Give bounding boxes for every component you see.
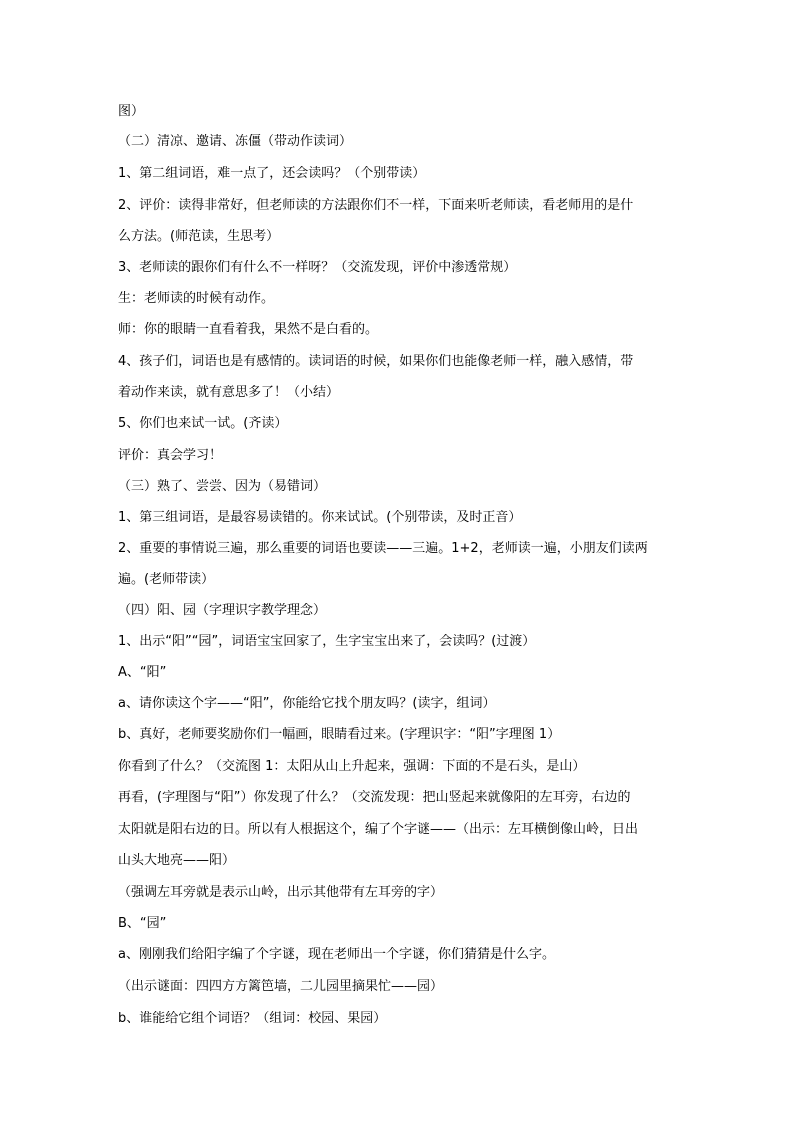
text-line: （强调左耳旁就是表示山岭，出示其他带有左耳旁的字） (118, 885, 444, 900)
text-line: 你看到了什么？（交流图 1：太阳从山上升起来，强调：下面的不是石头，是山） (118, 759, 586, 774)
text-line: （出示谜面：四四方方篱笆墙，二儿园里摘果忙——园） (118, 979, 444, 994)
text-line: a、请你读这个字——“阳”，你能给它找个朋友吗？(读字，组词） (118, 696, 496, 711)
text-line: 生：老师读的时候有动作。 (118, 291, 275, 306)
text-line: 1、第二组词语，难一点了，还会读吗？（个别带读） (118, 166, 426, 181)
text-line: 5、你们也来试一试。(齐读） (118, 416, 288, 431)
text-line: 2、重要的事情说三遍，那么重要的词语也要读——三遍。1+2，老师读一遍，小朋友们读两 (118, 541, 648, 556)
text-line: b、谁能给它组个词语？（组词：校园、果园） (118, 1011, 387, 1026)
text-line: 着动作来读，就有意思多了！（小结） (118, 385, 340, 400)
text-line: 师：你的眼睛一直看着我，果然不是白看的。 (118, 322, 379, 337)
text-line: 1、第三组词语，是最容易读错的。你来试试。(个别带读，及时正音） (118, 510, 522, 525)
text-line: a、刚刚我们给阳字编了个字谜，现在老师出一个字谜，你们猜猜是什么字。 (118, 947, 555, 962)
text-line: （二）清凉、邀请、冻僵（带动作读词） (118, 134, 353, 149)
text-line: 2、评价：读得非常好，但老师读的方法跟你们不一样，下面来听老师读，看老师用的是什 (118, 198, 634, 213)
text-line: 再看，(字理图与“阳”）你发现了什么？（交流发现：把山竖起来就像阳的左耳旁，右边的 (118, 790, 631, 805)
text-line: 么方法。(师范读，生思考） (118, 229, 280, 244)
text-line: （三）熟了、尝尝、因为（易错词） (118, 479, 327, 494)
text-line: A、“阳” (118, 665, 167, 680)
text-line: 3、老师读的跟你们有什么不一样呀？（交流发现，评价中渗透常规） (118, 260, 517, 275)
text-line: 遍。(老师带读） (118, 572, 215, 587)
text-line: B、“园” (118, 916, 167, 931)
text-line: 山头大地亮——阳） (118, 853, 236, 868)
text-line: 图） (118, 104, 145, 119)
text-line: 评价：真会学习！ (118, 448, 223, 463)
text-line: 4、孩子们，词语也是有感情的。读词语的时候，如果你们也能像老师一样，融入感情，带 (118, 354, 634, 369)
text-line: 太阳就是阳右边的日。所以有人根据这个，编了个字谜——（出示：左耳横倒像山岭，日出 (118, 822, 639, 837)
text-line: b、真好，老师要奖励你们一幅画，眼睛看过来。(字理识字：“阳”字理图 1） (118, 727, 561, 742)
text-line: （四）阳、园（字理识字教学理念） (118, 603, 327, 618)
text-line: 1、出示“阳”“园”，词语宝宝回家了，生字宝宝出来了，会读吗？(过渡） (118, 634, 536, 649)
